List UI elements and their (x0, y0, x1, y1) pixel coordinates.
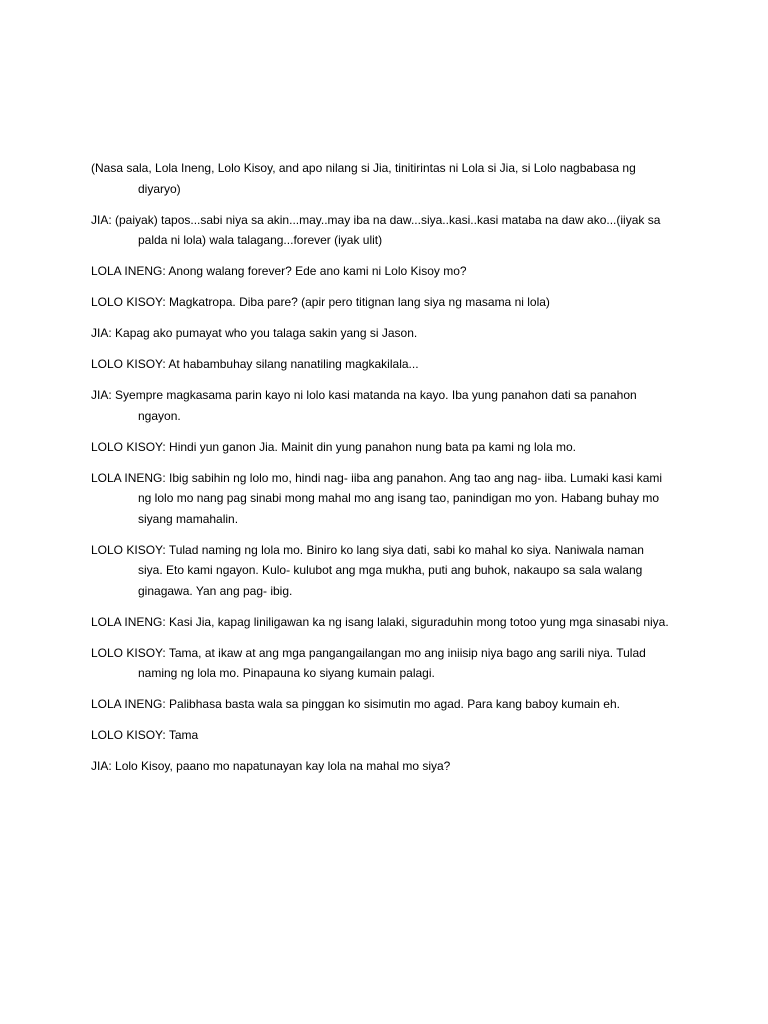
dialogue-line (91, 725, 671, 746)
dialogue-line (91, 468, 671, 530)
dialogue-line (91, 292, 671, 313)
dialogue-text: Ibig sabihin ng lolo mo, hindi nag- iiba ang panahon. Ang tao ang nag- iiba. Lumaki kasi kami ng lolo mo nang pag sinabi mong mahal mo ang isang tao, panindigan mo yon. Habang buhay mo siyang mamahalin. (138, 470, 663, 526)
dialogue-text: Palibhasa basta wala sa pinggan ko sisimutin mo agad. Para kang baboy kumain eh. (169, 697, 620, 711)
dialogue-text: (paiyak) tapos...sabi niya sa akin...may..may iba na daw...siya..kasi..kasi mataba na daw ako...(iiyak sa palda ni lola) wala talagang...forever (iyak ulit) (115, 212, 661, 247)
dialogue-line (91, 612, 671, 633)
dialogue-line (91, 540, 671, 602)
dialogue-text: Syempre magkasama parin kayo ni lolo kasi matanda na kayo. Iba yung panahon dati sa panahon ngayon. (115, 388, 637, 423)
speaker-name: LOLA INENG: (91, 697, 166, 711)
dialogue-text: Lolo Kisoy, paano mo napatunayan kay lola na mahal mo siya? (115, 759, 451, 773)
dialogue-text: Kapag ako pumayat who you talaga sakin yang si Jason. (115, 326, 418, 340)
dialogue-line (91, 385, 671, 426)
speaker-name: LOLO KISOY: (91, 645, 166, 660)
stage-direction (91, 158, 671, 199)
dialogue-text: Kasi Jia, kapag liniligawan ka ng isang lalaki, siguraduhin mong totoo yung mga sinasabi niya. (169, 614, 669, 629)
dialogue-text: Tulad naming ng lola mo. Biniro ko lang siya dati, sabi ko mahal ko siya. Naniwala naman siya. Eto kami ngayon. Kulo- kulubot ang mga mukha, puti ang buhok, nakaupo sa sala walang ginagawa. Yan ang pag- ibig. (138, 542, 644, 598)
speaker-name: JIA: (91, 212, 112, 227)
dialogue-line (91, 210, 671, 251)
dialogue-text: Tama, at ikaw at ang mga pangangailangan mo ang iniisip niya bago ang sarili niya. Tulad naming ng lola mo. Pinapauna ko siyang kumain palagi. (138, 645, 646, 680)
dialogue-text: Magkatropa. Diba pare? (apir pero titignan lang siya ng masama ni lola) (169, 295, 550, 309)
speaker-name: LOLO KISOY: (91, 357, 166, 371)
speaker-name: JIA: (91, 759, 112, 773)
dialogue-line (91, 354, 671, 375)
speaker-name: LOLA INENG: (91, 614, 166, 629)
dialogue-text: Tama (168, 728, 199, 742)
dialogue-text: Anong walang forever? Ede ano kami ni Lolo Kisoy mo? (168, 264, 467, 278)
speaker-name: LOLO KISOY: (91, 439, 166, 454)
speaker-name: LOLA INENG: (91, 264, 166, 278)
speaker-name: LOLO KISOY: (91, 295, 166, 309)
dialogue-line (91, 694, 671, 715)
dialogue-line (91, 437, 671, 458)
dialogue-line (91, 261, 671, 282)
dialogue-text: At habambuhay silang nanatiling magkakilala... (168, 357, 419, 371)
dialogue-line (91, 323, 671, 344)
paragraph-text: (Nasa sala, Lola Ineng, Lolo Kisoy, and apo nilang si Jia, tinitirintas ni Lola si Jia, si Lolo nagbabasa ng diyaryo) (91, 161, 636, 196)
script-body (91, 158, 671, 787)
speaker-name: JIA: (91, 326, 112, 340)
dialogue-text: Hindi yun ganon Jia. Mainit din yung panahon nung bata pa kami ng lola mo. (169, 439, 576, 454)
speaker-name: LOLO KISOY: (91, 728, 166, 742)
dialogue-line (91, 643, 671, 684)
dialogue-line (91, 756, 671, 777)
speaker-name: LOLO KISOY: (91, 542, 166, 557)
speaker-name: JIA: (91, 388, 112, 402)
speaker-name: LOLA INENG: (91, 470, 166, 485)
